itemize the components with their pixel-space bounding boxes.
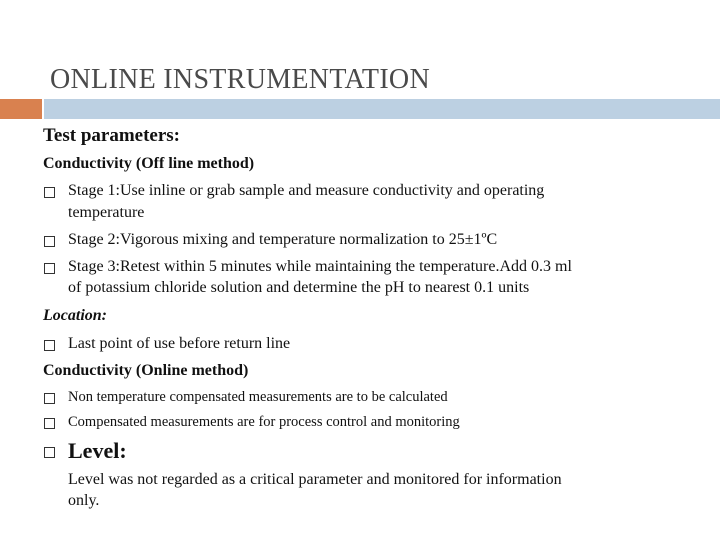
slide-title: ONLINE INSTRUMENTATION: [50, 64, 430, 95]
conductivity-offline-heading: Conductivity (Off line method): [43, 155, 255, 172]
location-bullet: Last point of use before return line: [68, 335, 291, 352]
checkbox-bullet-icon: [44, 418, 55, 429]
level-text-line-2: only.: [68, 492, 100, 509]
accent-bar-orange: [0, 99, 42, 119]
checkbox-bullet-icon: [44, 263, 55, 274]
conductivity-online-heading: Conductivity (Online method): [43, 362, 249, 379]
checkbox-bullet-icon: [44, 236, 55, 247]
offline-bullet-3-line-2: of potassium chloride solution and determine the pH to nearest 0.1 units: [68, 279, 530, 296]
online-bullet-2: Compensated measurements are for process control and monitoring: [68, 414, 460, 430]
location-heading: Location:: [43, 307, 107, 324]
level-heading: Level:: [68, 438, 127, 463]
offline-bullet-1-line-1: Stage 1:Use inline or grab sample and measure conductivity and operating: [68, 182, 545, 199]
checkbox-bullet-icon: [44, 340, 55, 351]
offline-bullet-1-line-2: temperature: [68, 204, 145, 221]
level-text-line-1: Level was not regarded as a critical parameter and monitored for information: [68, 471, 562, 488]
offline-bullet-3-line-1: Stage 3:Retest within 5 minutes while maintaining the temperature.Add 0.3 ml: [68, 258, 572, 275]
test-parameters-heading: Test parameters:: [43, 125, 181, 146]
checkbox-bullet-icon: [44, 187, 55, 198]
offline-bullet-2: Stage 2:Vigorous mixing and temperature normalization to 25±1ºC: [68, 231, 498, 248]
accent-bar-blue: [44, 99, 720, 119]
online-bullet-1: Non temperature compensated measurements are to be calculated: [68, 389, 448, 405]
checkbox-bullet-icon: [44, 393, 55, 404]
checkbox-bullet-icon: [44, 447, 55, 458]
